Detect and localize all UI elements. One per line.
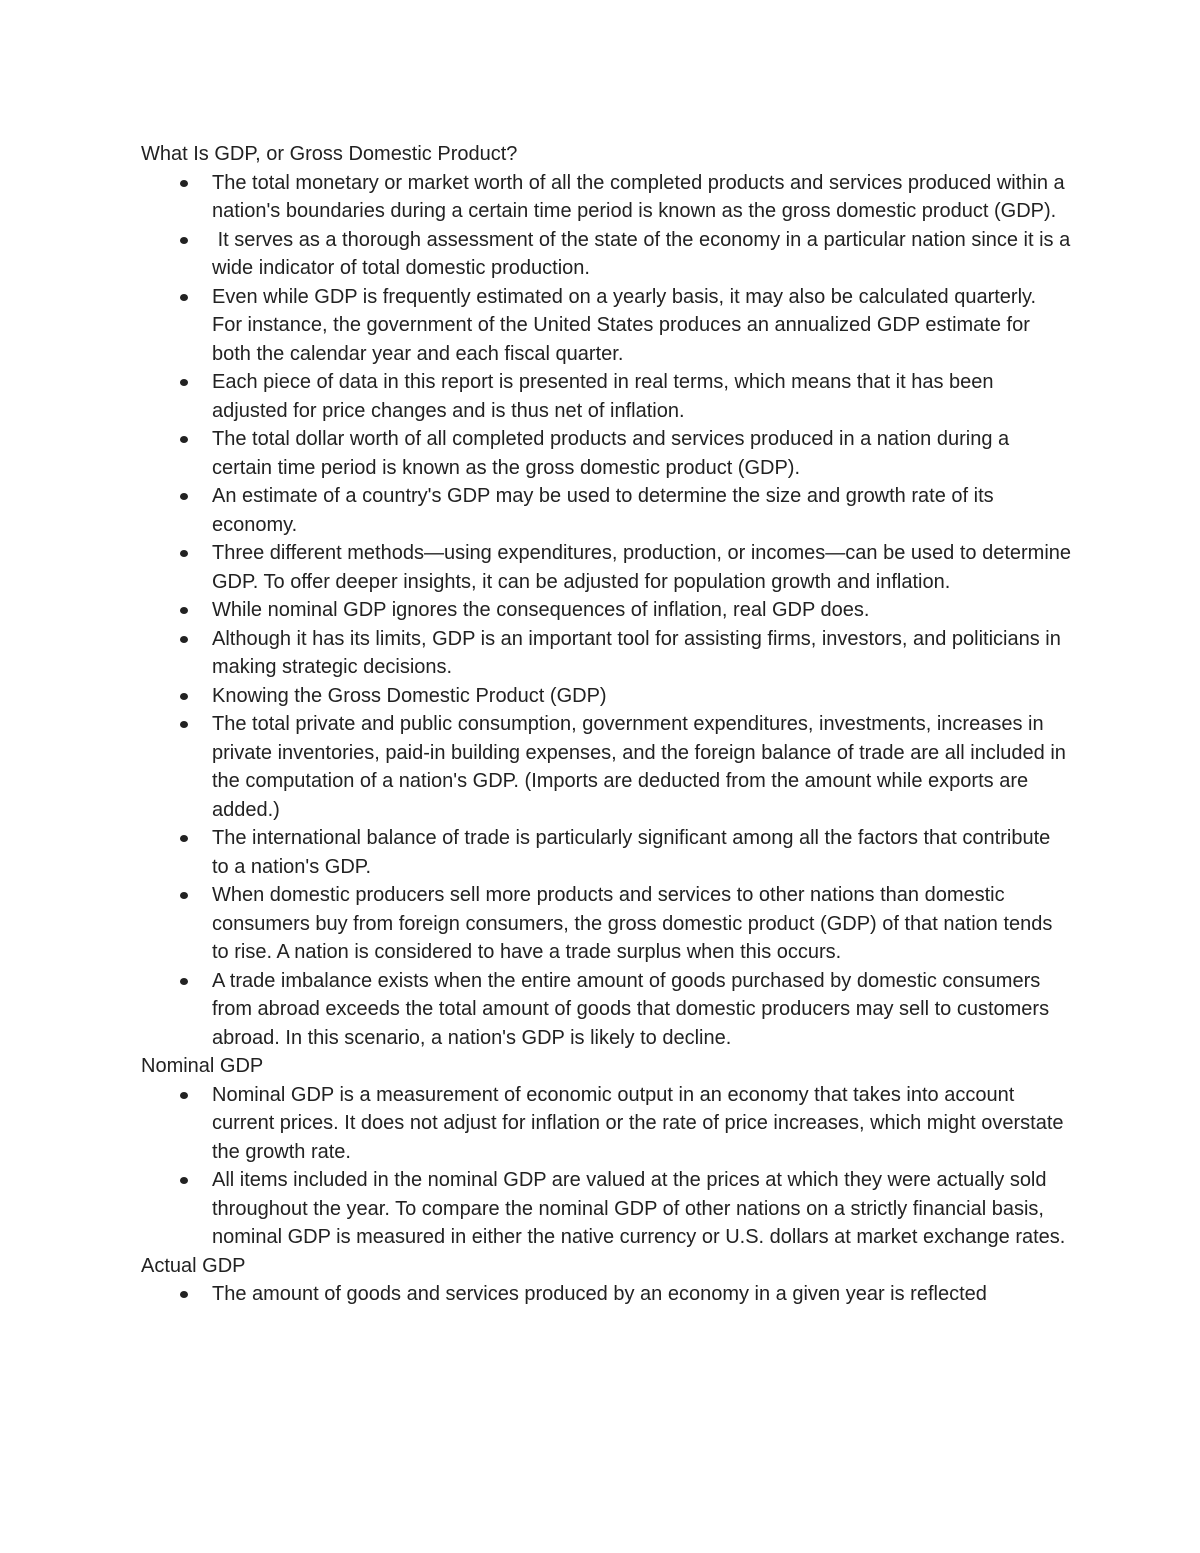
list-item: A trade imbalance exists when the entire amount of goods purchased by domestic consumers from abroad exceeds the total amount of goods that domestic producers may sell to customers abroad. In this scenario, a nation's GDP is likely to decline. [212,967,1071,1053]
list-item: Three different methods—using expenditures, production, or incomes—can be used to determine GDP. To offer deeper insights, it can be adjusted for population growth and inflation. [212,539,1071,596]
list-item: Knowing the Gross Domestic Product (GDP) [212,682,1071,711]
list-item: Each piece of data in this report is presented in real terms, which means that it has been adjusted for price changes and is thus net of inflation. [212,368,1071,425]
section-heading-actual-gdp: Actual GDP [141,1254,246,1277]
bullet-list-actual-gdp [141,1280,1071,1309]
document-body [141,140,1076,1309]
section-heading-what-is-gdp: What Is GDP, or Gross Domestic Product? [141,143,518,165]
section-heading-nominal-gdp: Nominal GDP [141,1055,264,1077]
list-item: Nominal GDP is a measurement of economic output in an economy that takes into account current prices. It does not adjust for inflation or the rate of price increases, which might overstate the growth rate. [212,1081,1071,1167]
list-item: The total monetary or market worth of all the completed products and services produced within a nation's boundaries during a certain time period is known as the gross domestic product (GDP). [212,169,1071,226]
list-item: It serves as a thorough assessment of the state of the economy in a particular nation since it is a wide indicator of total domestic production. [212,226,1071,283]
list-item: Although it has its limits, GDP is an important tool for assisting firms, investors, and politicians in making strategic decisions. [212,625,1071,682]
list-item: The international balance of trade is particularly significant among all the factors that contribute to a nation's GDP. [212,824,1071,881]
list-item: The total private and public consumption, government expenditures, investments, increases in private inventories, paid-in building expenses, and the foreign balance of trade are all included in the computation of a nation's GDP. (Imports are deducted from the amount while exports are added.) [212,710,1071,824]
bullet-list-what-is-gdp [141,169,1076,1053]
list-item: The amount of goods and services produced by an economy in a given year is reflected [212,1280,1071,1309]
bullet-list-nominal-gdp [141,1081,1071,1252]
list-item: All items included in the nominal GDP are valued at the prices at which they were actually sold throughout the year. To compare the nominal GDP of other nations on a strictly financial basis, nominal GDP is measured in either the native currency or U.S. dollars at market exchange rates. [212,1166,1071,1252]
list-item: An estimate of a country's GDP may be used to determine the size and growth rate of its economy. [212,482,1071,539]
list-item: The total dollar worth of all completed products and services produced in a nation during a certain time period is known as the gross domestic product (GDP). [212,425,1071,482]
list-item: Even while GDP is frequently estimated on a yearly basis, it may also be calculated quarterly. For instance, the government of the United States produces an annualized GDP estimate for both the calendar year and each fiscal quarter. [212,283,1071,369]
list-item: When domestic producers sell more products and services to other nations than domestic consumers buy from foreign consumers, the gross domestic product (GDP) of that nation tends to rise. A nation is considered to have a trade surplus when this occurs. [212,881,1071,967]
list-item: While nominal GDP ignores the consequences of inflation, real GDP does. [212,596,1071,625]
